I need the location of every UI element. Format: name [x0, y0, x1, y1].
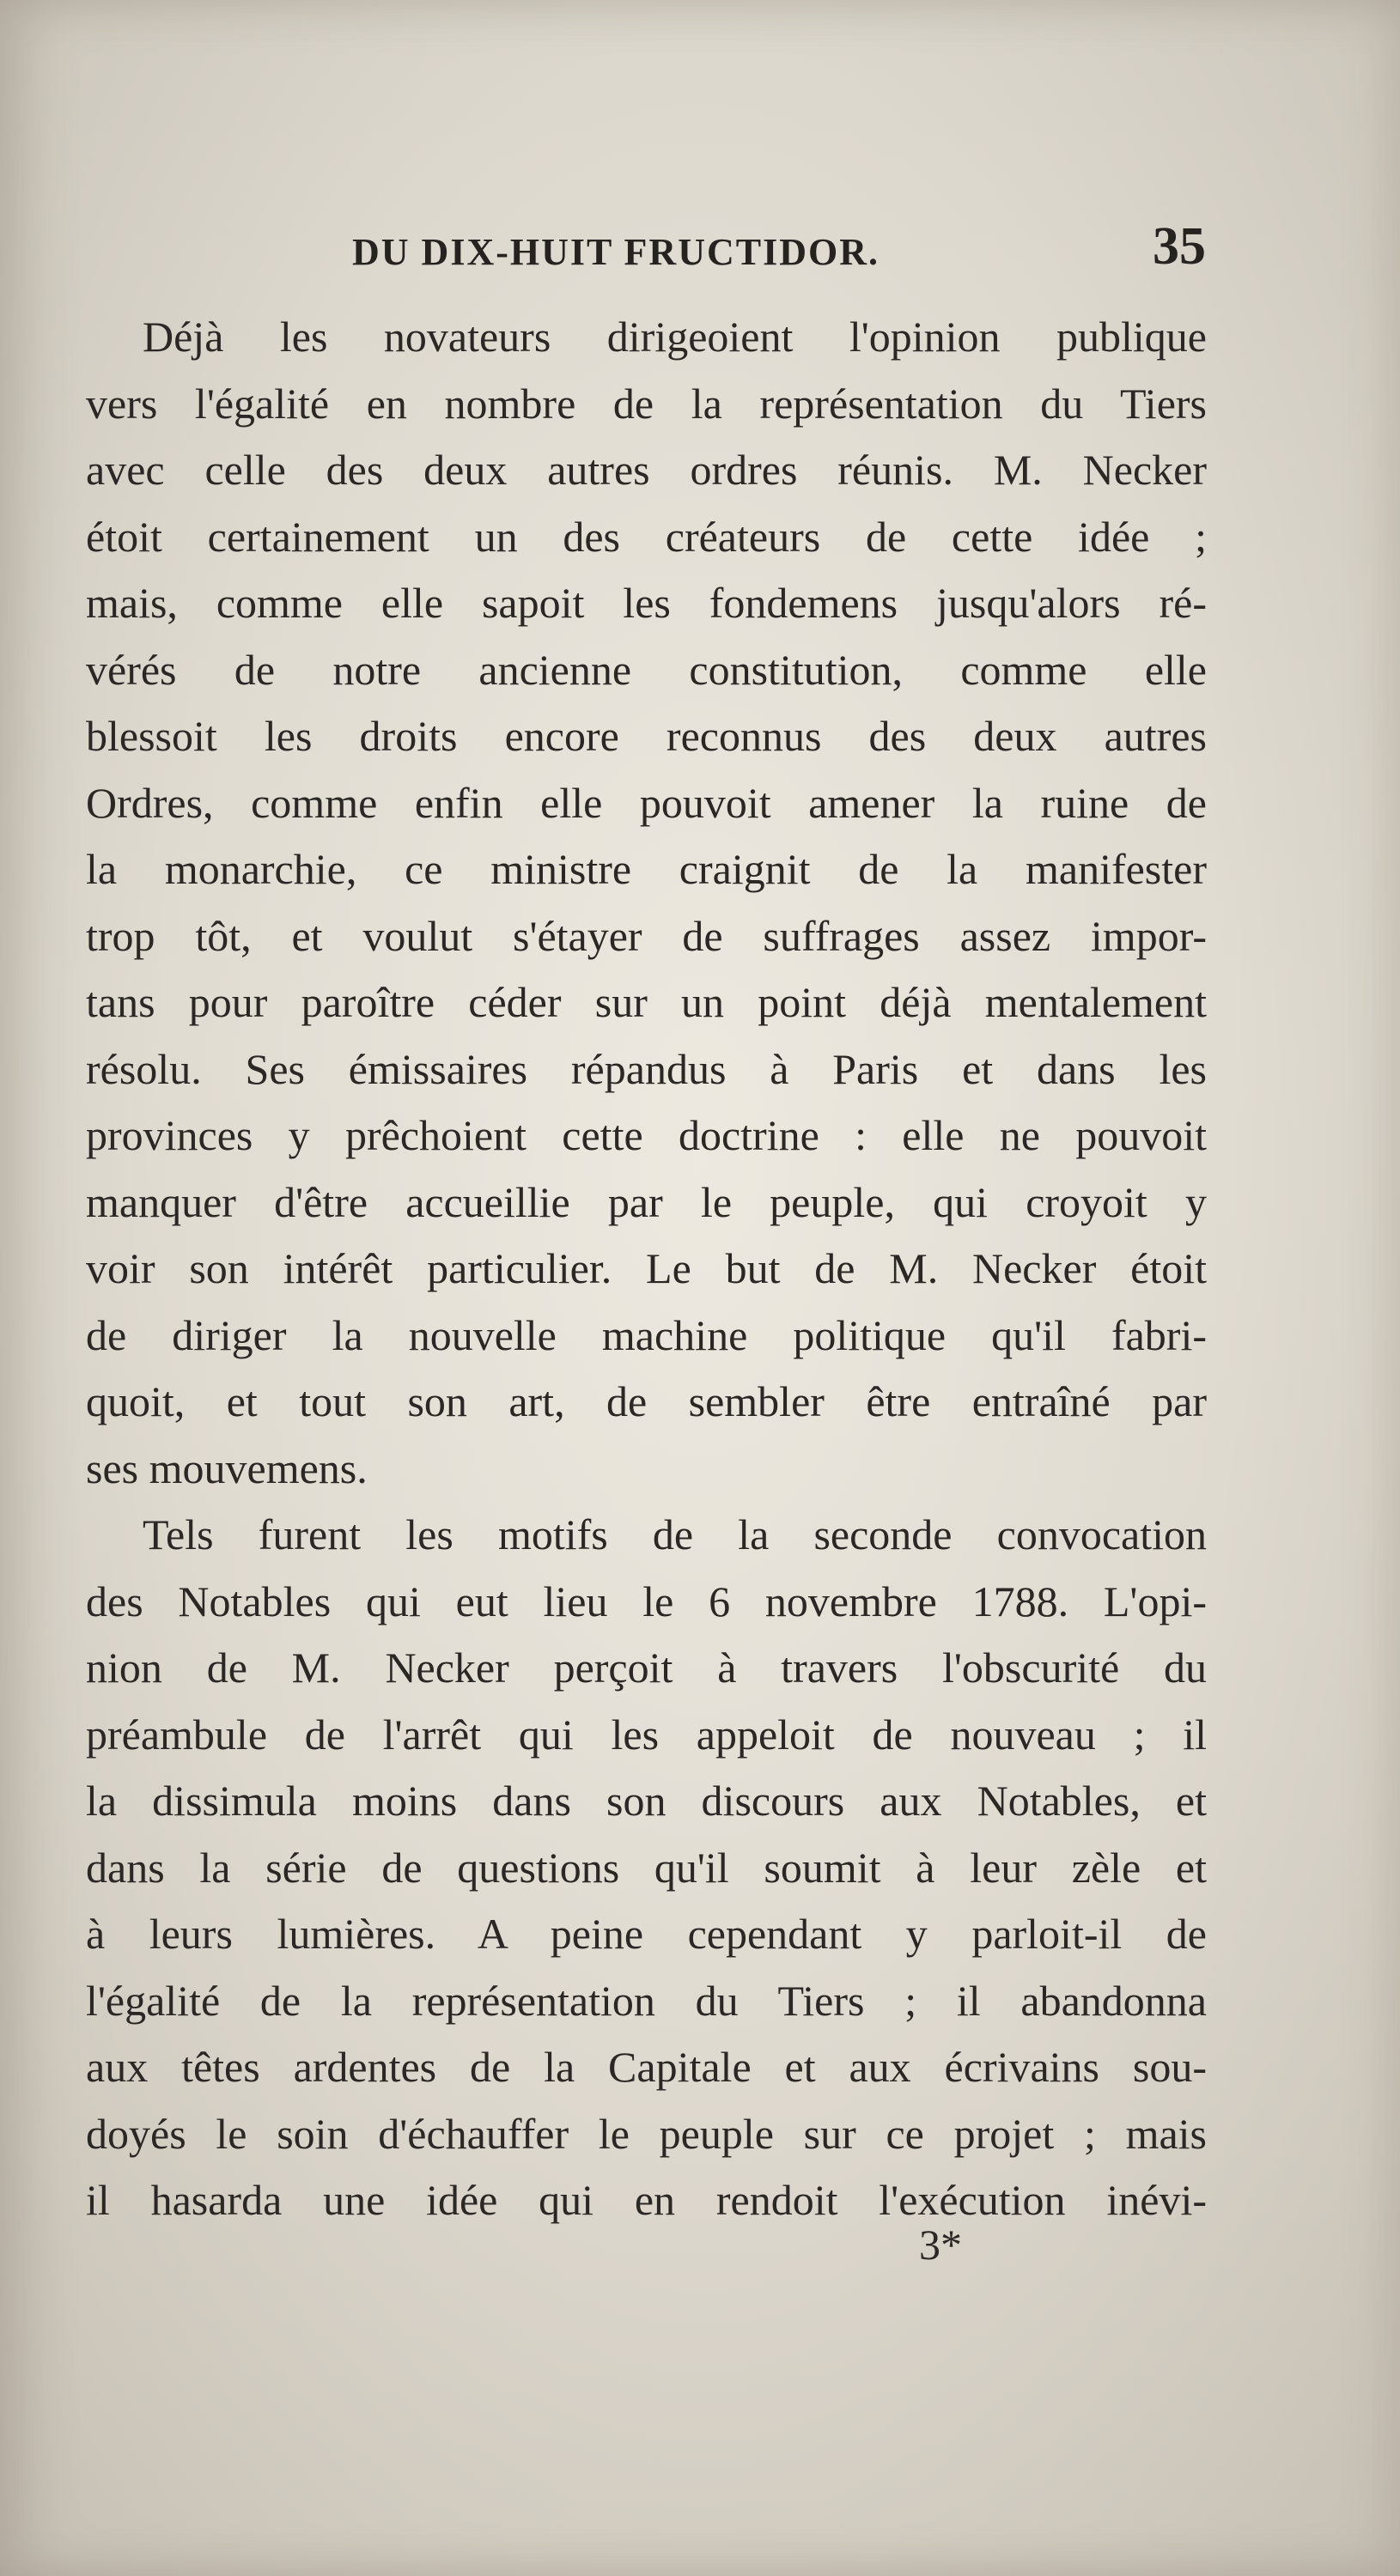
text-line: mais, comme elle sapoit les fondemens jusqu'alors ré- — [86, 579, 1207, 627]
text-line: blessoit les droits encore reconnus des deux autres — [86, 712, 1207, 760]
text-line: la dissimula moins dans son discours aux Notables, et — [86, 1777, 1207, 1825]
text-line: Ordres, comme enfin elle pouvoit amener la ruine de — [86, 778, 1207, 827]
text-line: trop tôt, et voulut s'étayer de suffrages assez impor- — [86, 911, 1207, 960]
text-line: vers l'égalité en nombre de la représentation du Tiers — [86, 379, 1207, 428]
signature-mark: 3* — [919, 2221, 962, 2269]
body-text — [86, 304, 1207, 2234]
page-number: 35 — [1153, 217, 1206, 276]
text-line: voir son intérêt particulier. Le but de M. Necker étoit — [86, 1244, 1207, 1292]
text-line: doyés le soin d'échauffer le peuple sur ce projet ; mais — [86, 2109, 1207, 2158]
text-line: l'égalité de la représentation du Tiers ; il abandonna — [86, 1976, 1207, 2025]
text-line: avec celle des deux autres ordres réunis. M. Necker — [86, 446, 1207, 494]
text-line: dans la série de questions qu'il soumit à leur zèle et — [86, 1843, 1207, 1892]
text-line: tans pour paroître céder sur un point déjà mentalement — [86, 978, 1207, 1026]
text-line: quoit, et tout son art, de sembler être entraîné par — [86, 1377, 1207, 1425]
text-line: résolu. Ses émissaires répandus à Paris et dans les — [86, 1044, 1207, 1093]
text-line: manquer d'être accueillie par le peuple, qui croyoit y — [86, 1177, 1207, 1226]
text-line: à leurs lumières. A peine cependant y parloit-il de — [86, 1910, 1207, 1958]
text-line: ses mouvemens. — [86, 1443, 368, 1492]
text-line: de diriger la nouvelle machine politique qu'il fabri- — [86, 1310, 1207, 1359]
running-title: DU DIX-HUIT FRUCTIDOR. — [352, 231, 880, 273]
text-line: provinces y prêchoient cette doctrine : elle ne pouvoit — [86, 1111, 1207, 1159]
text-line: Tels furent les motifs de la seconde convocation — [143, 1510, 1207, 1558]
text-line: il hasarda une idée qui en rendoit l'exécution inévi- — [86, 2176, 1207, 2224]
text-line: préambule de l'arrêt qui les appeloit de nouveau ; il — [86, 1710, 1207, 1759]
text-line: des Notables qui eut lieu le 6 novembre 1788. L'opi- — [86, 1577, 1207, 1625]
text-line: aux têtes ardentes de la Capitale et aux écrivains sou- — [86, 2043, 1207, 2091]
text-line: vérés de notre ancienne constitution, comme elle — [86, 645, 1207, 694]
text-line: étoit certainement un des créateurs de cette idée ; — [86, 512, 1207, 561]
text-line: Déjà les novateurs dirigeoient l'opinion publique — [143, 313, 1207, 361]
text-line: nion de M. Necker perçoit à travers l'obscurité du — [86, 1643, 1207, 1692]
text-line: la monarchie, ce ministre craignit de la manifester — [86, 845, 1207, 893]
